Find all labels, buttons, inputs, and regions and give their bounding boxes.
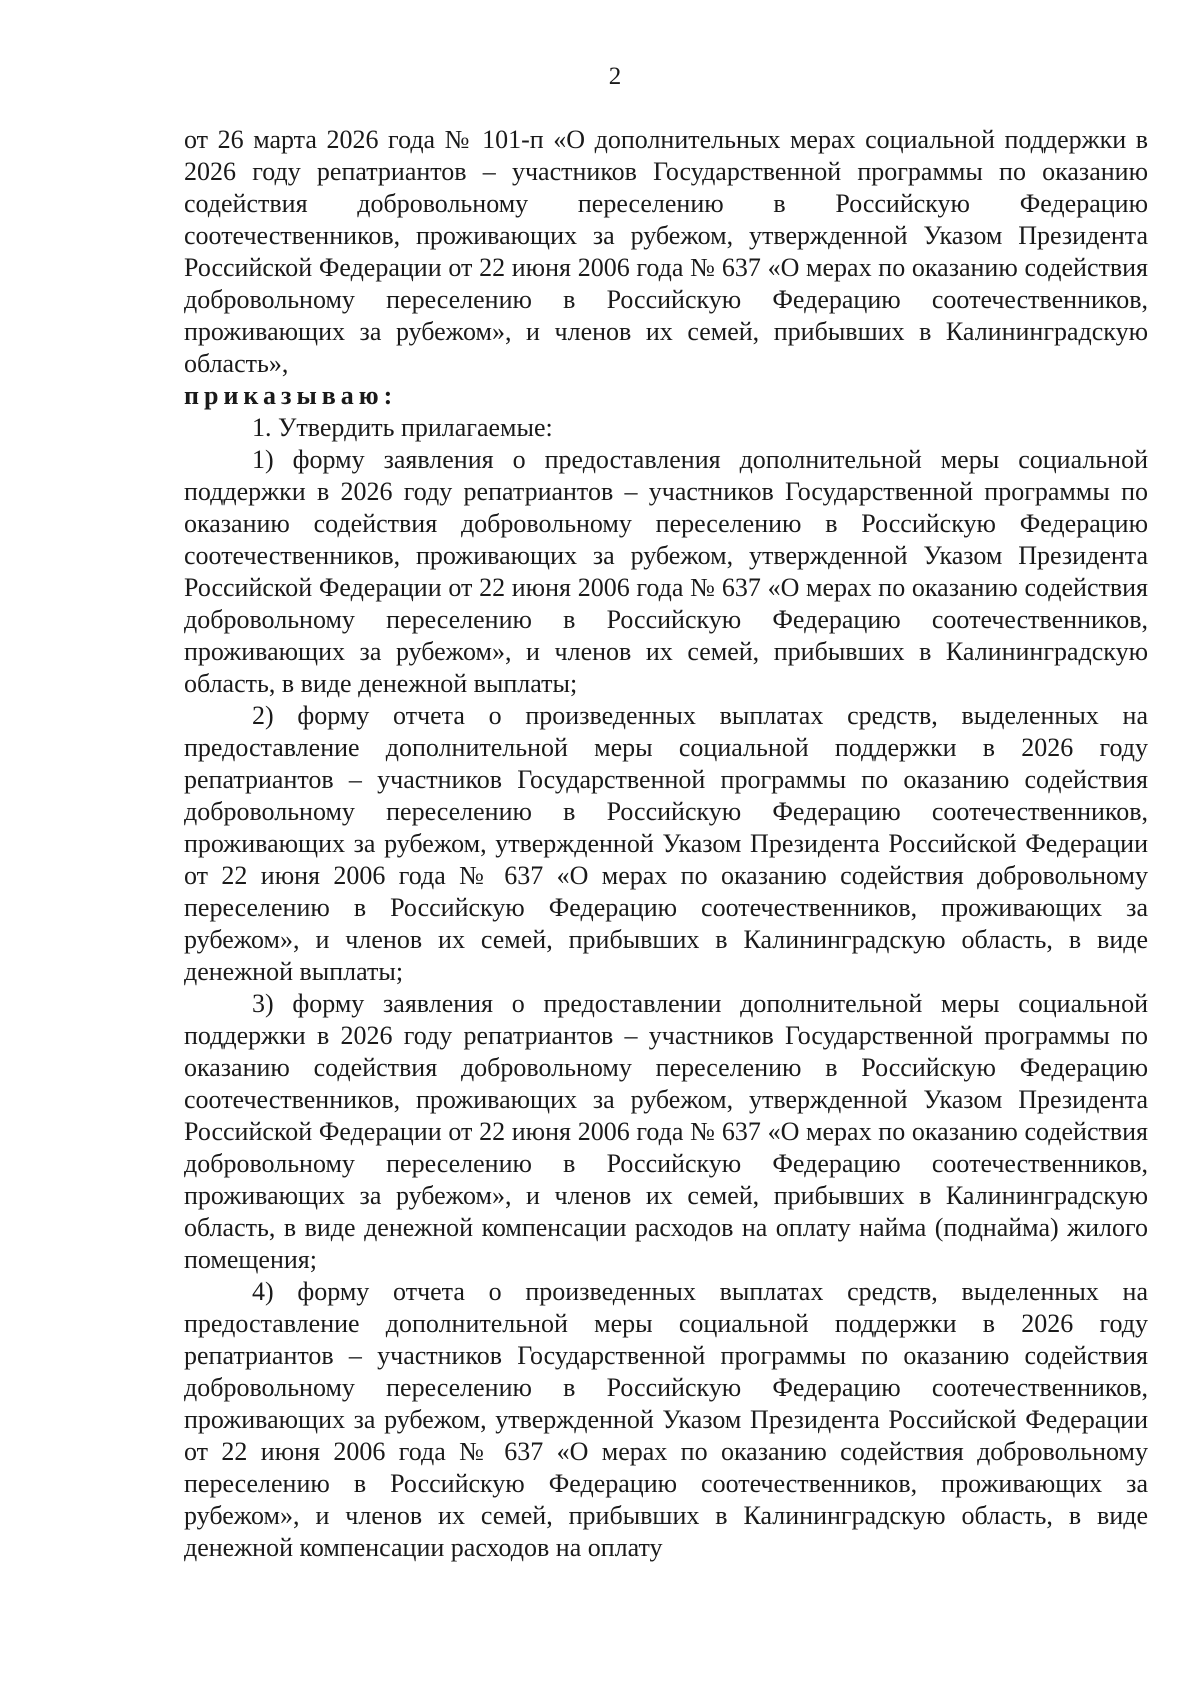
list-item-4: 4) форму отчета о произведенных выплатах средств, выделенных на предоставление дополнительной меры социальной поддержки в 2026 году репатриантов – участников Государственной программы по оказанию содействия добровольному переселению в Российскую Федерацию соотечественников, проживающих за рубежом, утвержденной Указом Президента Российской Федерации от 22 июня 2006 года № 637 «О мерах по оказанию содействия добровольному переселению в Российскую Федерацию соотечественников, проживающих за рубежом», и членов их семей, прибывших в Калининградскую область, в виде денежной компенсации расходов на оплату bbox=[184, 1277, 1148, 1562]
intro-paragraph: от 26 марта 2026 года № 101-п «О дополнительных мерах социальной поддержки в 2026 году репатриантов – участников Государственной программы по оказанию содействия добровольному переселению в Российскую Федерацию соотечественников, проживающих за рубежом, утвержденной Указом Президента Российской Федерации от 22 июня 2006 года № 637 «О мерах по оказанию содействия добровольному переселению в Российскую Федерацию соотечественников, проживающих за рубежом», и членов их семей, прибывших в Калининградскую область», bbox=[184, 125, 1148, 378]
clause-1: 1. Утвердить прилагаемые: bbox=[252, 413, 553, 442]
list-item-3: 3) форму заявления о предоставлении дополнительной меры социальной поддержки в 2026 году репатриантов – участников Государственной программы по оказанию содействия добровольному переселению в Российскую Федерацию соотечественников, проживающих за рубежом, утвержденной Указом Президента Российской Федерации от 22 июня 2006 года № 637 «О мерах по оказанию содействия добровольному переселению в Российскую Федерацию соотечественников, проживающих за рубежом», и членов их семей, прибывших в Калининградскую область, в виде денежной компенсации расходов на оплату найма (поднайма) жилого помещения; bbox=[184, 989, 1148, 1274]
list-item-1: 1) форму заявления о предоставления дополнительной меры социальной поддержки в 2026 году репатриантов – участников Государственной программы по оказанию содействия добровольному переселению в Российскую Федерацию соотечественников, проживающих за рубежом, утвержденной Указом Президента Российской Федерации от 22 июня 2006 года № 637 «О мерах по оказанию содействия добровольному переселению в Российскую Федерацию соотечественников, проживающих за рубежом», и членов их семей, прибывших в Калининградскую область, в виде денежной выплаты; bbox=[184, 445, 1148, 698]
document-body bbox=[184, 124, 1148, 1564]
order-keyword: приказываю: bbox=[184, 381, 398, 410]
list-item-2: 2) форму отчета о произведенных выплатах средств, выделенных на предоставление дополнительной меры социальной поддержки в 2026 году репатриантов – участников Государственной программы по оказанию содействия добровольному переселению в Российскую Федерацию соотечественников, проживающих за рубежом, утвержденной Указом Президента Российской Федерации от 22 июня 2006 года № 637 «О мерах по оказанию содействия добровольному переселению в Российскую Федерацию соотечественников, проживающих за рубежом», и членов их семей, прибывших в Калининградскую область, в виде денежной выплаты; bbox=[184, 701, 1148, 986]
page-number: 2 bbox=[608, 63, 622, 90]
